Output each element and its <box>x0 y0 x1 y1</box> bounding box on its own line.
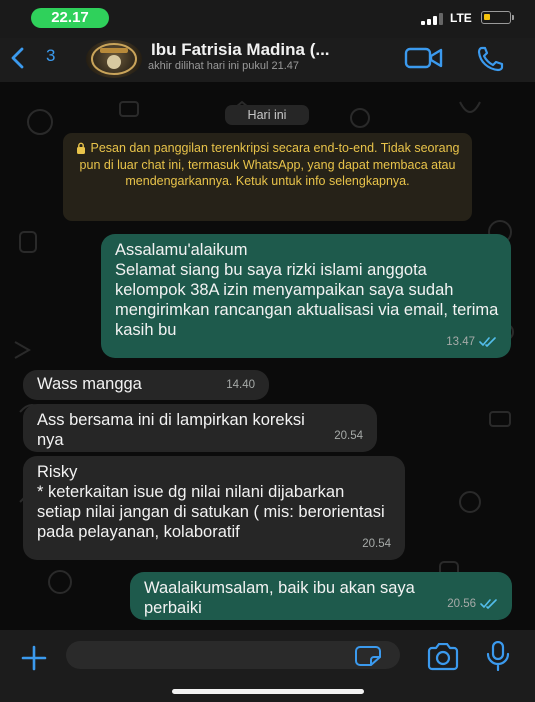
message-meta <box>446 332 497 352</box>
double-check-icon <box>480 599 498 609</box>
video-camera-icon <box>404 46 444 70</box>
attach-button[interactable] <box>20 644 48 672</box>
encryption-notice[interactable] <box>63 133 472 221</box>
sticker-button[interactable] <box>355 646 381 666</box>
back-button[interactable] <box>10 44 70 72</box>
status-bar <box>0 0 535 38</box>
message-time: 13.47 <box>446 336 475 348</box>
lock-icon <box>76 142 86 154</box>
message-text: Ass bersama ini di lampirkan koreksi nya <box>37 411 305 449</box>
message-text: Waalaikumsalam, baik ibu akan saya perbaiki <box>144 579 415 617</box>
sticker-icon <box>355 646 381 666</box>
voice-call-button[interactable] <box>476 45 506 73</box>
microphone-icon <box>486 641 510 671</box>
message-text: Wass mangga <box>37 375 142 393</box>
video-call-button[interactable] <box>404 46 444 70</box>
voice-note-button[interactable] <box>486 641 510 671</box>
message-meta <box>447 594 498 614</box>
message-meta <box>334 426 363 446</box>
signal-strength-icon <box>421 13 445 25</box>
message-bubble-outgoing[interactable] <box>130 572 512 620</box>
message-bubble-incoming[interactable] <box>23 456 405 560</box>
encryption-notice-text: Pesan dan panggilan terenkripsi secara end-to-end. Tidak seorang pun di luar chat ini, termasuk WhatsApp, yang dapat membaca atau mendengarkannya. Ketuk untuk info selengkapnya. <box>79 141 460 188</box>
message-text: Risky * keterkaitan isue dg nilai nilani dijabarkan setiap nilai jangan di satukan ( mis: berorientasi pada pelayanan, kolaboratif <box>37 463 385 541</box>
message-bubble-outgoing[interactable] <box>101 234 511 358</box>
camera-button[interactable] <box>426 643 460 671</box>
message-time: 20.56 <box>447 598 476 610</box>
camera-icon <box>426 643 460 671</box>
message-input[interactable] <box>66 641 400 669</box>
battery-icon <box>481 11 511 24</box>
home-indicator[interactable] <box>172 689 364 694</box>
phone-icon <box>476 45 506 73</box>
message-bubble-incoming[interactable] <box>23 370 269 400</box>
message-time: 14.40 <box>226 379 255 391</box>
network-type: LTE <box>450 11 472 25</box>
message-meta <box>226 375 255 395</box>
status-time: 22.17 <box>31 8 109 28</box>
plus-icon <box>20 644 48 672</box>
message-meta <box>362 534 391 554</box>
double-check-icon <box>479 337 497 347</box>
message-text: Assalamu'alaikum Selamat siang bu saya rizki islami anggota kelompok 38A izin menyampaikan saya sudah mengirimkan rancangan aktualisasi via email, terima kasih bu <box>115 241 499 339</box>
date-separator: Hari ini <box>225 105 309 125</box>
message-bubble-incoming[interactable] <box>23 404 377 452</box>
message-time: 20.54 <box>334 430 363 442</box>
last-seen-status: akhir dilihat hari ini pukul 21.47 <box>148 60 300 72</box>
unread-chats-count: 3 <box>46 46 56 65</box>
avatar-image <box>86 40 142 78</box>
contact-name[interactable]: Ibu Fatrisia Madina (... <box>151 40 330 59</box>
chat-header <box>0 38 535 82</box>
contact-avatar[interactable] <box>86 40 142 78</box>
chevron-left-icon <box>10 47 24 69</box>
message-composer <box>0 630 535 702</box>
message-time: 20.54 <box>362 538 391 550</box>
